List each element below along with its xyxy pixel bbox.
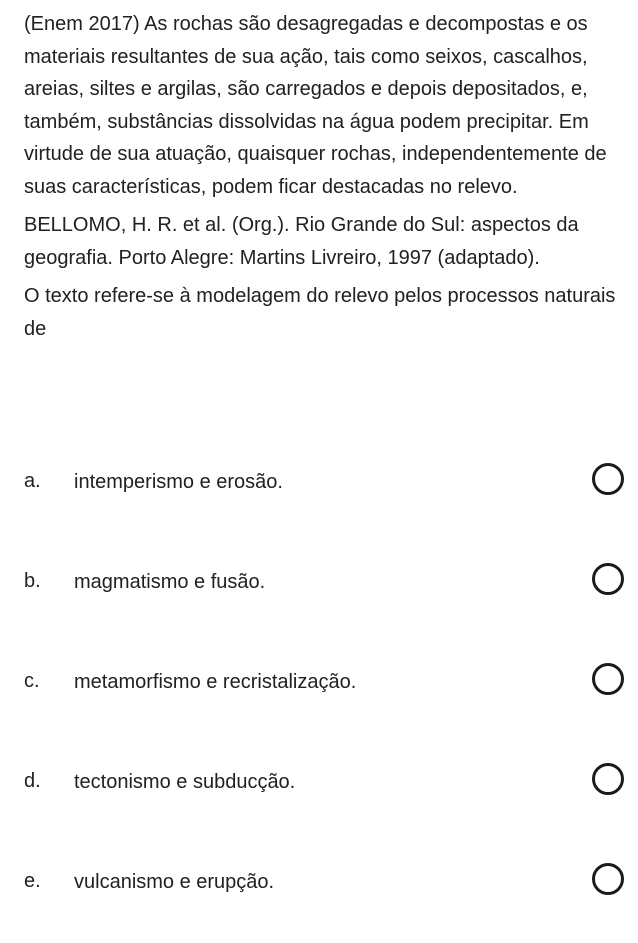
radio-button[interactable] [592,663,624,695]
option-d[interactable] [24,731,630,831]
question-statement: (Enem 2017) As rochas são desagregadas e decompostas e os materiais resultantes de sua ação, tais como seixos, cascalhos, areias, siltes e argilas, são carregados e depois depositados, e, também, substâncias dissolvidas na água podem precipitar. Em virtude de sua atuação, quaisquer rochas, independentemente de suas características, podem ficar destacadas no relevo. [24,13,607,198]
question-prompt: O texto refere-se à modelagem do relevo pelos processos naturais de [24,285,616,340]
radio-button[interactable] [592,563,624,595]
option-text: magmatismo e fusão. [74,571,266,593]
option-b[interactable] [24,531,630,631]
option-text: tectonismo e subducção. [74,771,296,793]
option-letter: a. [24,470,41,492]
option-c[interactable] [24,631,630,731]
option-letter: d. [24,770,41,792]
option-letter: e. [24,870,41,892]
radio-button[interactable] [592,763,624,795]
option-a[interactable] [24,431,630,531]
option-letter: c. [24,670,40,692]
option-letter: b. [24,570,41,592]
option-text: metamorfismo e recristalização. [74,671,357,693]
option-e[interactable] [24,831,630,931]
question-block [24,8,630,351]
answer-options [24,431,630,931]
question-source: BELLOMO, H. R. et al. (Org.). Rio Grande do Sul: aspectos da geografia. Porto Alegre: Martins Livreiro, 1997 (adaptado). [24,214,579,269]
option-text: intemperismo e erosão. [74,471,283,493]
radio-button[interactable] [592,463,624,495]
radio-button[interactable] [592,863,624,895]
option-text: vulcanismo e erupção. [74,871,275,893]
